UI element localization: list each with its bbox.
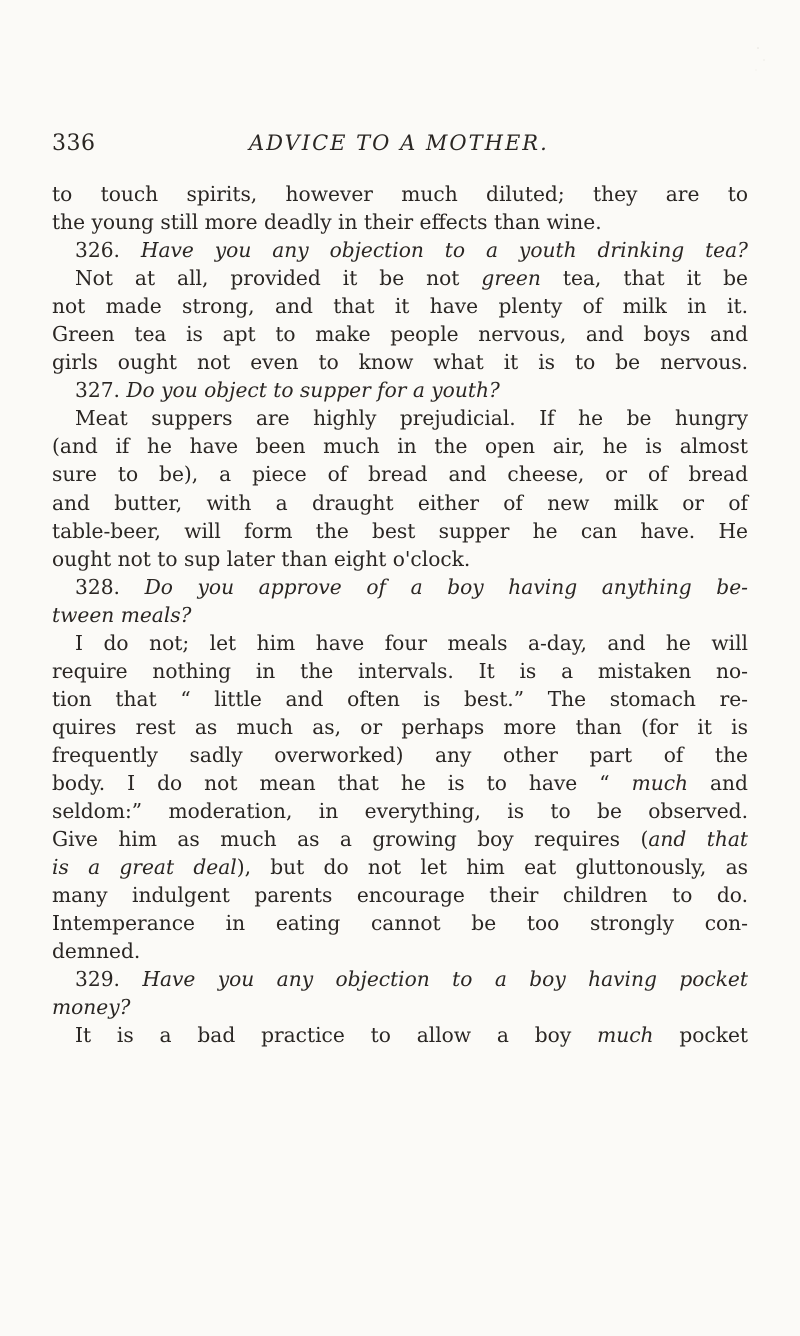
running-head: ADVICE TO A MOTHER.: [249, 131, 549, 155]
text-line: ought not to sup later than eight o'clock.: [52, 546, 471, 571]
text-span: tea, that it be: [540, 266, 748, 291]
question-text: Have you any objection to a youth drinking tea?: [140, 238, 748, 263]
text-line: many indulgent parents encourage their children to do.: [52, 883, 748, 908]
text-span: Not at all, provided it be not: [75, 266, 482, 291]
text-line: table-beer, will form the best supper he can have. He: [52, 518, 748, 543]
question-number: 329.: [75, 967, 143, 992]
question-text-cont: tween meals?: [52, 602, 192, 627]
text-line: to touch spirits, however much diluted; they are to: [52, 182, 748, 206]
italic-span: much: [597, 1023, 654, 1048]
text-line: not made strong, and that it have plenty of milk in it.: [52, 294, 748, 319]
text-line: girls ought not even to know what it is to be nervous.: [52, 350, 748, 375]
text-line: [52, 769, 748, 797]
question-329: [52, 965, 748, 993]
body-text: [52, 180, 748, 1049]
text-line: tion that “ little and often is best.” The stomach re-: [52, 686, 748, 711]
text-line: Meat suppers are highly prejudicial. If he be hungry: [75, 406, 748, 431]
text-line: [52, 825, 748, 853]
page-header: [52, 131, 752, 161]
italic-span: much: [631, 770, 689, 795]
question-number: 328.: [75, 574, 145, 599]
paper-specks: [752, 40, 792, 100]
text-line: the young still more deadly in their effects than wine.: [52, 210, 602, 235]
text-line: quires rest as much as, or perhaps more than (for it is: [52, 714, 748, 739]
text-line: require nothing in the intervals. It is a mistaken no-: [52, 658, 748, 683]
text-line: [52, 853, 748, 881]
text-span: and: [688, 770, 748, 795]
question-328: [52, 573, 748, 601]
text-span: pocket: [653, 1023, 749, 1048]
question-text-cont: money?: [52, 995, 131, 1020]
italic-span: is a great deal: [52, 855, 237, 880]
text-line: demned.: [52, 939, 141, 964]
question-text: Do you approve of a boy having anything be-: [144, 574, 748, 599]
page-number: 336: [52, 131, 96, 156]
text-line: and butter, with a draught either of new milk or of: [52, 490, 748, 515]
question-text: Do you object to supper for a youth?: [126, 378, 500, 403]
text-span: body. I do not mean that he is to have “: [52, 770, 632, 795]
text-line: [52, 264, 748, 292]
text-line: sure to be), a piece of bread and cheese, or of bread: [52, 462, 748, 487]
text-line: frequently sadly overworked) any other part of the: [52, 742, 748, 767]
text-line: seldom:” moderation, in everything, is to be observed.: [52, 799, 748, 824]
italic-span: green: [481, 266, 541, 291]
text-span: ), but do not let him eat gluttonously, as: [236, 855, 748, 880]
text-line: Green tea is apt to make people nervous, and boys and: [52, 322, 748, 347]
text-span: It is a bad practice to allow a boy: [75, 1023, 598, 1048]
italic-span: and that: [648, 827, 749, 852]
question-326: [52, 236, 748, 264]
text-line: Intemperance in eating cannot be too strongly con-: [52, 911, 748, 936]
question-number: 327.: [75, 378, 127, 403]
question-number: 326.: [75, 238, 141, 263]
question-327: [52, 376, 748, 404]
text-span: Give him as much as a growing boy requires (: [52, 827, 649, 852]
text-line: [52, 1021, 748, 1049]
text-line: I do not; let him have four meals a-day, and he will: [75, 630, 748, 655]
question-text: Have you any objection to a boy having pocket: [142, 967, 748, 992]
text-line: (and if he have been much in the open air, he is almost: [52, 434, 748, 459]
